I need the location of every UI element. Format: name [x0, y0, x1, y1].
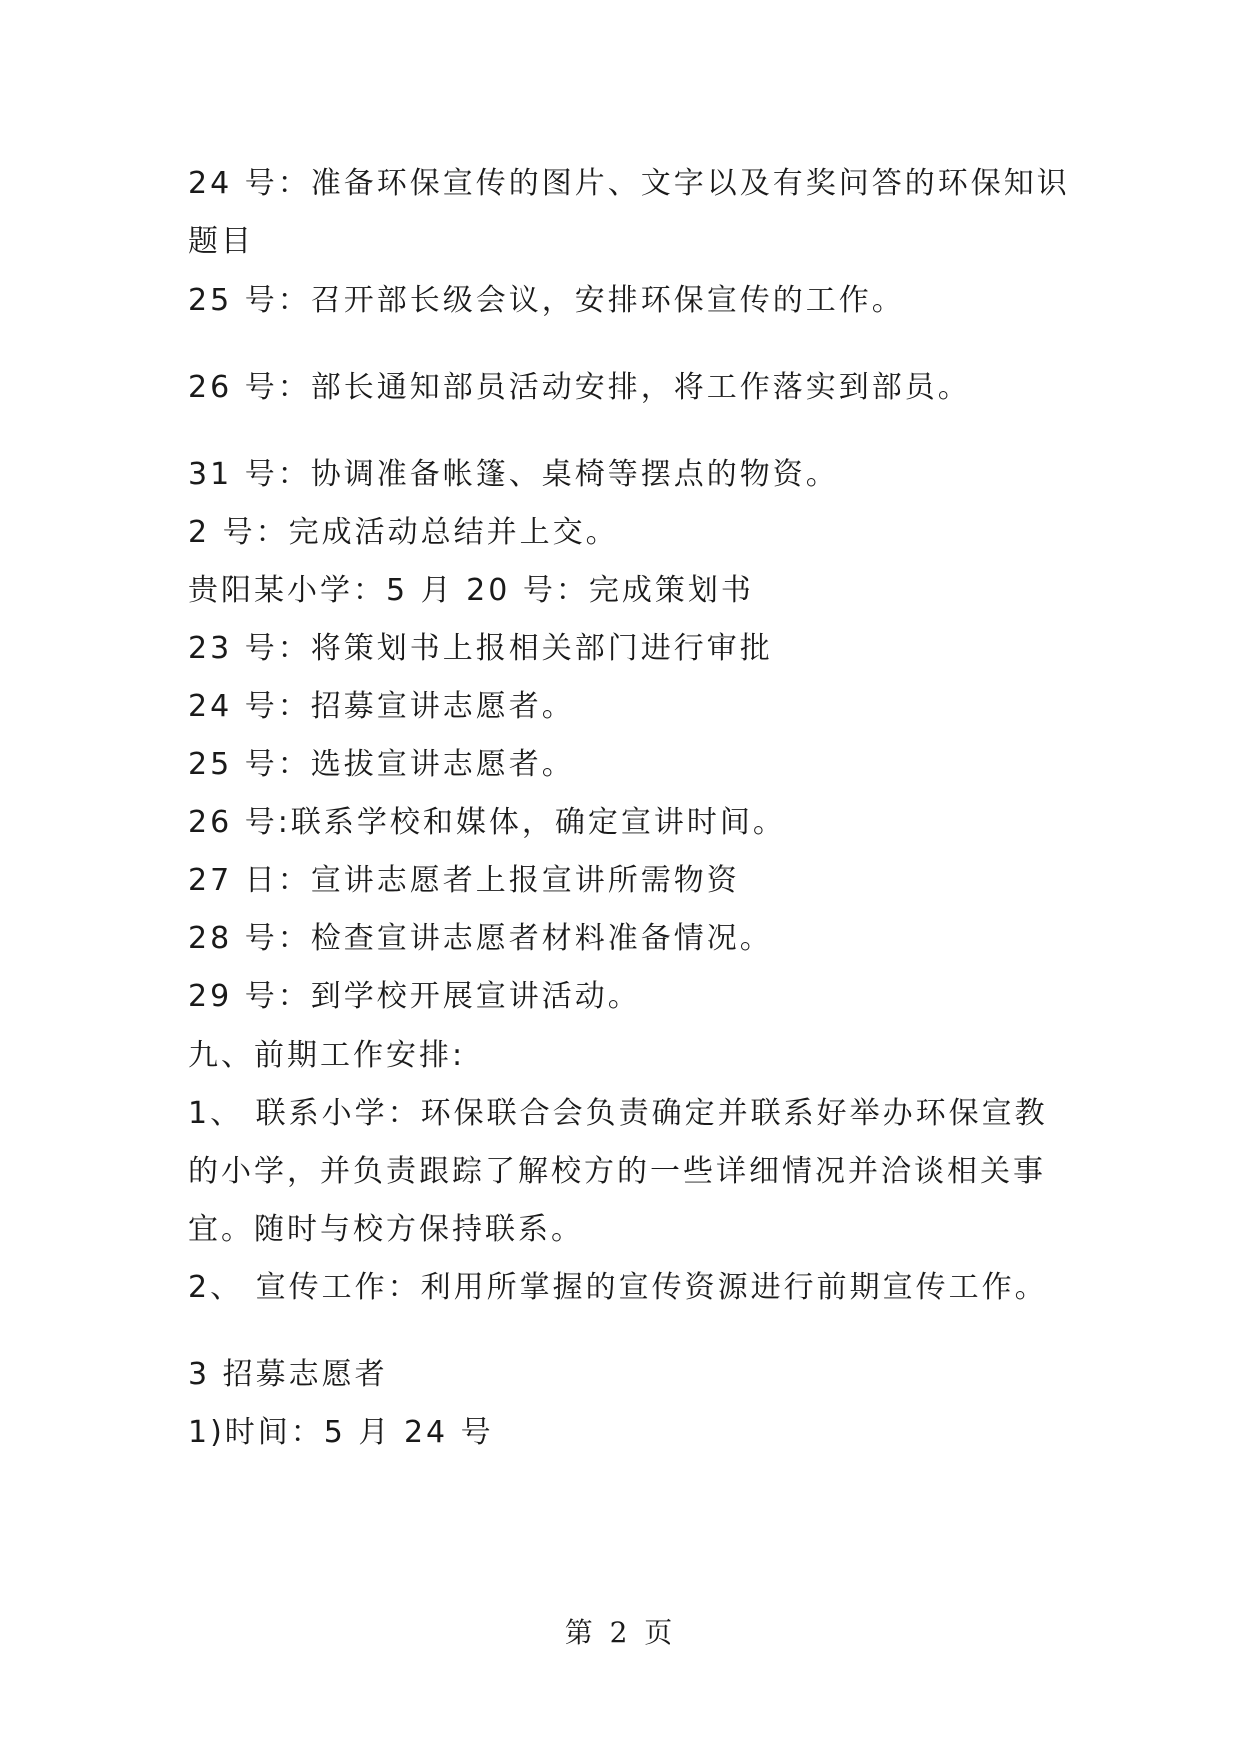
prep-item-1-line-2: 的小学，并负责跟踪了解校方的一些详细情况并洽谈相关事 — [188, 1154, 1046, 1189]
school-line-25-select: 25 号：选拔宣讲志愿者。 — [188, 747, 575, 782]
prep-item-3-time: 1)时间：5 月 24 号 — [188, 1415, 494, 1450]
schedule-line-31-supplies: 31 号：协调准备帐篷、桌椅等摆点的物资。 — [188, 457, 839, 492]
school-line-23-approval: 23 号：将策划书上报相关部门进行审批 — [188, 631, 773, 666]
section-heading-preparation: 九、前期工作安排: — [188, 1038, 466, 1073]
schedule-line-24-prepare: 24 号：准备环保宣传的图片、文字以及有奖问答的环保知识 — [188, 166, 1070, 201]
school-line-28-check: 28 号：检查宣讲志愿者材料准备情况。 — [188, 921, 773, 956]
schedule-line-24-continued: 题目 — [188, 224, 254, 259]
page-number: 第 2 页 — [564, 1616, 677, 1649]
prep-item-1-line-1: 1、 联系小学：环保联合会负责确定并联系好举办环保宣教 — [188, 1096, 1048, 1131]
schedule-line-26-notify: 26 号：部长通知部员活动安排，将工作落实到部员。 — [188, 370, 971, 405]
prep-item-1-line-3: 宜。随时与校方保持联系。 — [188, 1212, 584, 1247]
school-line-26-contact: 26 号:联系学校和媒体，确定宣讲时间。 — [188, 805, 786, 840]
school-line-24-recruit: 24 号：招募宣讲志愿者。 — [188, 689, 575, 724]
school-line-29-event: 29 号：到学校开展宣讲活动。 — [188, 979, 641, 1014]
prep-item-2: 2、 宣传工作：利用所掌握的宣传资源进行前期宣传工作。 — [188, 1270, 1048, 1305]
prep-item-3-heading: 3 招募志愿者 — [188, 1357, 388, 1392]
schedule-line-2-summary: 2 号：完成活动总结并上交。 — [188, 515, 619, 550]
schedule-line-25-meeting: 25 号：召开部长级会议，安排环保宣传的工作。 — [188, 283, 905, 318]
school-line-27-materials: 27 日：宣讲志愿者上报宣讲所需物资 — [188, 863, 740, 898]
school-schedule-heading: 贵阳某小学：5 月 20 号：完成策划书 — [188, 573, 754, 608]
